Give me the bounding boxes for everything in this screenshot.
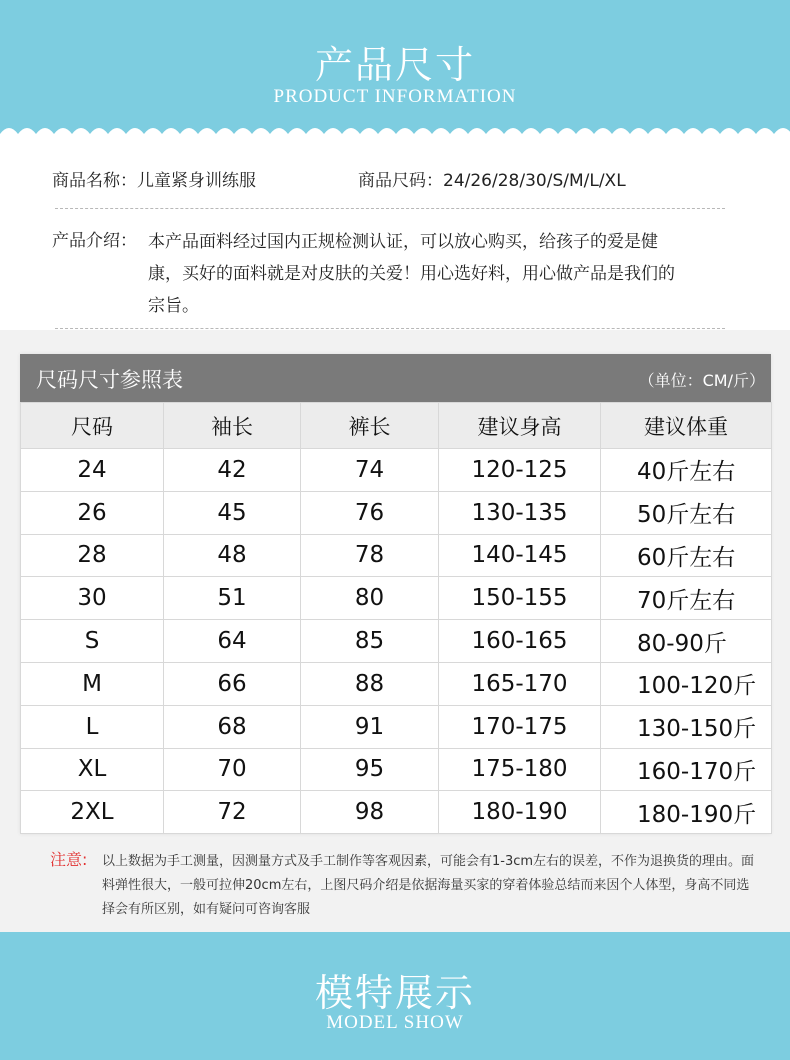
table-row [21,449,772,492]
banner-title: 模特展示 [314,971,475,1015]
table-cell: 180-190斤 [601,791,772,834]
product-name [52,166,256,191]
table-cell: 80-90斤 [601,620,772,663]
table-row [21,620,772,663]
product-name-label: 商品名称： [52,171,137,191]
divider [55,328,725,329]
size-chart-header [20,354,771,402]
table-cell: 70斤左右 [601,577,772,620]
table-cell: 100-120斤 [601,662,772,705]
table-cell: 180-190 [439,791,601,834]
table-cell: 78 [301,534,439,577]
notice [50,850,760,922]
table-cell: 64 [164,620,301,663]
product-size-value: 24/26/28/30/S/M/L/XL [443,171,626,191]
table-cell: 60斤左右 [601,534,772,577]
table-cell: 42 [164,449,301,492]
size-table [20,402,772,834]
table-cell: 175-180 [439,748,601,791]
table-cell: 50斤左右 [601,491,772,534]
product-size [358,166,626,191]
table-cell: 76 [301,491,439,534]
product-intro-text: 本产品面料经过国内正规检测认证，可以放心购买，给孩子的爱是健康，买好的面料就是对皮肤的关爱！用心选好料，用心做产品是我们的宗旨。 [148,232,675,316]
size-chart [20,354,771,834]
table-cell: 66 [164,662,301,705]
table-cell: 98 [301,791,439,834]
table-cell: 88 [301,662,439,705]
table-header-row [21,403,772,449]
column-header: 尺码 [21,403,164,449]
table-row [21,534,772,577]
table-cell: 74 [301,449,439,492]
table-row [21,491,772,534]
size-chart-section [0,330,790,932]
table-cell: 51 [164,577,301,620]
table-cell: 165-170 [439,662,601,705]
table-row [21,662,772,705]
banner-subtitle: PRODUCT INFORMATION [273,86,517,107]
notice-text: 以上数据为手工测量，因测量方式及手工制作等客观因素，可能会有1-3cm左右的误差，不作为退换货的理由。面料弹性很大，一般可拉伸20cm左右，上图尺码介绍是依据海量买家的穿着体验总结而来因个人体型，身高不同选择会有所区别，如有疑问可咨询客服 [102,854,755,917]
column-header: 裤长 [301,403,439,449]
table-cell: 80 [301,577,439,620]
wave-divider [0,122,790,152]
table-cell: L [21,705,164,748]
table-row [21,705,772,748]
table-cell: 72 [164,791,301,834]
table-cell: M [21,662,164,705]
table-cell: 28 [21,534,164,577]
table-cell: 91 [301,705,439,748]
model-show-banner [0,932,790,1060]
table-cell: 130-135 [439,491,601,534]
product-name-value: 儿童紧身训练服 [137,171,256,191]
table-cell: 2XL [21,791,164,834]
table-cell: 160-165 [439,620,601,663]
table-cell: 130-150斤 [601,705,772,748]
table-cell: 140-145 [439,534,601,577]
table-cell: 170-175 [439,705,601,748]
table-cell: XL [21,748,164,791]
table-cell: 70 [164,748,301,791]
table-cell: 68 [164,705,301,748]
divider [55,208,725,209]
column-header: 建议体重 [601,403,772,449]
banner-subtitle: MODEL SHOW [326,1012,464,1033]
table-row [21,577,772,620]
product-intro-label: 产品介绍： [52,231,137,251]
table-cell: 95 [301,748,439,791]
notice-label: 注意: [50,850,88,869]
table-cell: 30 [21,577,164,620]
table-cell: 85 [301,620,439,663]
size-chart-title: 尺码尺寸参照表 [36,368,183,392]
size-chart-unit: （单位：CM/斤） [638,371,765,390]
table-row [21,748,772,791]
column-header: 袖长 [164,403,301,449]
table-cell: 26 [21,491,164,534]
table-cell: 120-125 [439,449,601,492]
column-header: 建议身高 [439,403,601,449]
table-row [21,791,772,834]
table-cell: 150-155 [439,577,601,620]
product-size-label: 商品尺码： [358,171,443,191]
table-cell: 24 [21,449,164,492]
table-cell: 45 [164,491,301,534]
table-cell: S [21,620,164,663]
table-cell: 48 [164,534,301,577]
table-cell: 160-170斤 [601,748,772,791]
table-cell: 40斤左右 [601,449,772,492]
banner-title: 产品尺寸 [314,43,475,87]
product-info-section [0,150,790,330]
